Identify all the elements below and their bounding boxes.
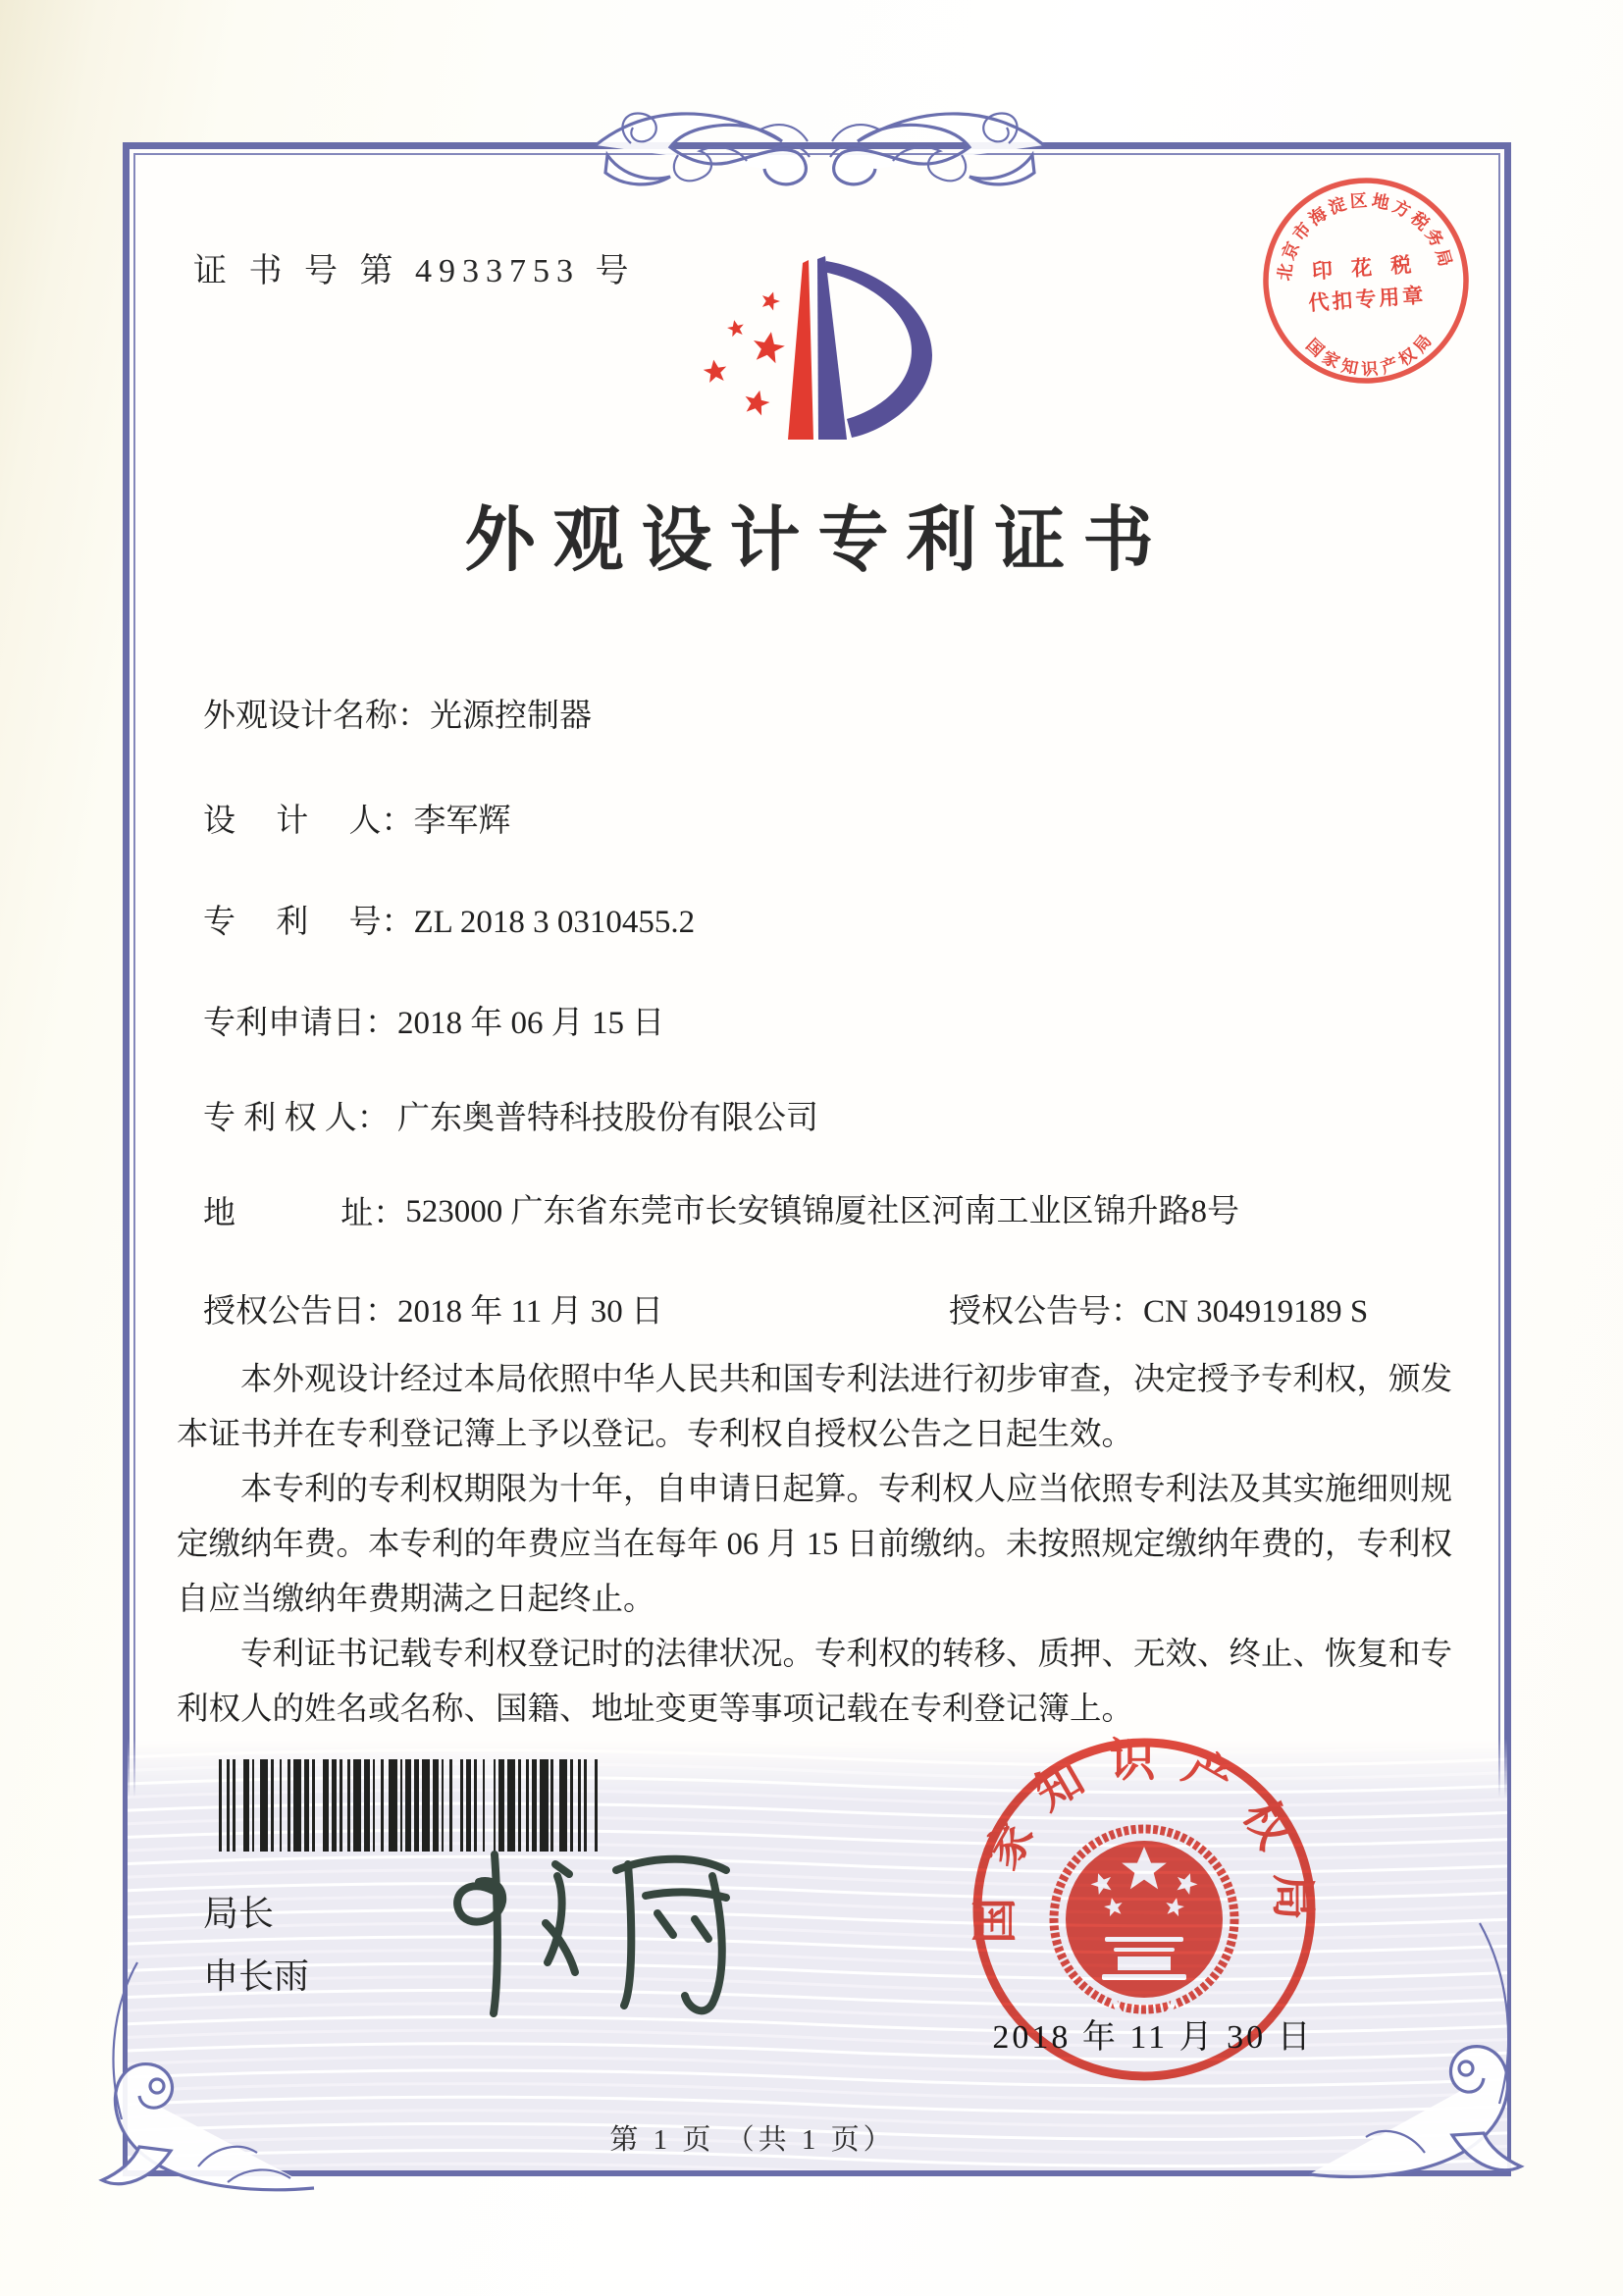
paragraph: 专利证书记载专利权登记时的法律状况。专利权的转移、质押、无效、终止、恢复和专利权人的姓名或名称、国籍、地址变更等事项记载在专利登记簿上。 bbox=[177, 1637, 1453, 1727]
cnipa-logo-icon bbox=[677, 234, 952, 449]
official-seal bbox=[945, 1711, 1347, 2123]
certificate-title: 外观设计专利证书 bbox=[464, 501, 1172, 580]
field-row bbox=[203, 795, 1479, 841]
field-label: 设 计 人： bbox=[203, 804, 414, 839]
field-label: 授权公告号： bbox=[949, 1294, 1143, 1330]
field-label: 外观设计名称： bbox=[203, 699, 430, 734]
field-value: 523000 广东省东莞市长安镇锦厦社区河南工业区锦升路8号 bbox=[405, 1194, 1239, 1229]
paragraph: 本专利的专利权期限为十年，自申请日起算。专利权人应当依照专利法及其实施细则规定缴纳年费。本专利的年费应当在每年 06 月 15 日前缴纳。未按照规定缴纳年费的，专利权自应当缴纳年费期满之日起终止。 bbox=[177, 1472, 1453, 1617]
commissioner-name: 申长雨 bbox=[203, 1957, 310, 1996]
dragon-scroll-ornament-icon bbox=[582, 77, 1058, 214]
legal-text bbox=[177, 1352, 1452, 1737]
field-value: 广东奥普特科技股份有限公司 bbox=[397, 1101, 818, 1136]
page-number: 第 1 页 （共 1 页） bbox=[609, 2124, 896, 2156]
field-label: 专利申请日： bbox=[203, 1006, 397, 1041]
paragraph: 本外观设计经过本局依照中华人民共和国专利法进行初步审查，决定授予专利权，颁发本证书并在专利登记簿上予以登记。专利权自授权公告之日起生效。 bbox=[177, 1362, 1453, 1452]
field-row-address bbox=[203, 1187, 1479, 1236]
field-value: 李军辉 bbox=[413, 804, 511, 839]
tax-stamp-line1: 印 花 税 bbox=[1311, 252, 1420, 284]
field-label: 专 利 号： bbox=[203, 905, 414, 940]
tax-stamp bbox=[1258, 173, 1474, 389]
field-row bbox=[203, 997, 1479, 1043]
certificate-number: 证 书 号 第 4933753 号 bbox=[193, 253, 636, 289]
field-value: 2018 年 11 月 30 日 bbox=[397, 1294, 664, 1330]
seal-arc-text: 国家知识产权局 bbox=[969, 1735, 1319, 1944]
tax-stamp-bottom-arc: 国家知识产权局 bbox=[1302, 328, 1439, 380]
field-label: 地 址： bbox=[203, 1196, 406, 1231]
field-value: 光源控制器 bbox=[430, 699, 592, 734]
seal-date: 2018 年 11 月 30 日 bbox=[992, 2019, 1314, 2056]
field-value: CN 304919189 S bbox=[1143, 1294, 1369, 1330]
svg-text:国家知识产权局 bbox=[1301, 327, 1440, 383]
grant-number-row bbox=[949, 1285, 1368, 1331]
national-emblem-icon bbox=[1054, 1829, 1234, 2023]
field-row bbox=[203, 896, 1479, 942]
tax-stamp-top-arc: 北京市海淀区地方税务局 bbox=[1274, 189, 1457, 283]
signature-handwriting bbox=[400, 1837, 783, 2053]
tax-stamp-line2: 代扣专用章 bbox=[1307, 283, 1428, 316]
field-label: 授权公告日： bbox=[203, 1294, 397, 1330]
field-label: 专 利 权 人： bbox=[203, 1101, 390, 1136]
field-value: 2018 年 06 月 15 日 bbox=[397, 1006, 665, 1041]
commissioner-title: 局长 bbox=[203, 1894, 275, 1933]
field-row bbox=[203, 1092, 1479, 1138]
field-row bbox=[203, 690, 1479, 736]
field-value: ZL 2018 3 0310455.2 bbox=[413, 905, 696, 940]
